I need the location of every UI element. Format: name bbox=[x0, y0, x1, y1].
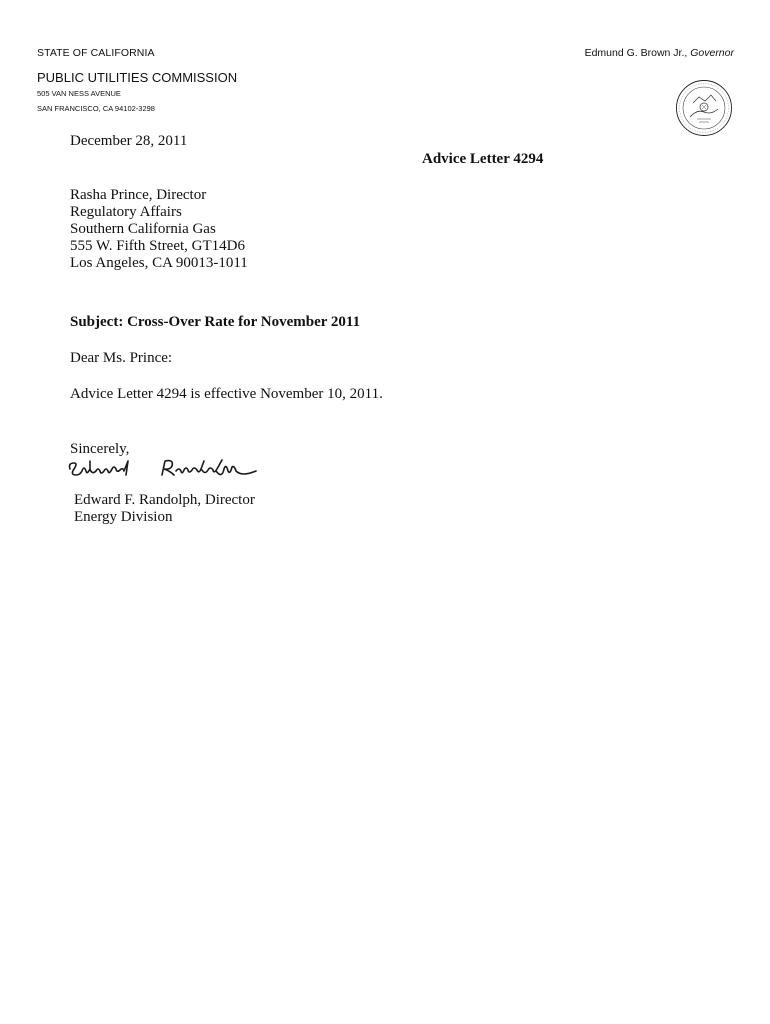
addressee-line: 555 W. Fifth Street, GT14D6 bbox=[70, 238, 245, 254]
addressee-block bbox=[70, 187, 248, 272]
closing: Sincerely, bbox=[70, 441, 130, 457]
signer-block bbox=[74, 492, 255, 526]
state-seal-icon bbox=[675, 79, 733, 137]
signer-name: Edward F. Randolph, Director bbox=[74, 492, 255, 508]
governor-title: Governor bbox=[690, 47, 734, 59]
advice-letter-reference: Advice Letter 4294 bbox=[422, 151, 544, 167]
addressee-line: Rasha Prince, Director bbox=[70, 187, 207, 203]
agency-address-line2: SAN FRANCISCO, CA 94102-3298 bbox=[37, 104, 155, 113]
letter-subject: Subject: Cross-Over Rate for November 2011 bbox=[70, 314, 361, 330]
addressee-line: Southern California Gas bbox=[70, 221, 216, 237]
governor-name: Edmund G. Brown Jr., bbox=[584, 47, 688, 59]
salutation: Dear Ms. Prince: bbox=[70, 350, 173, 366]
letter-date: December 28, 2011 bbox=[70, 133, 188, 149]
signer-division: Energy Division bbox=[74, 509, 173, 525]
addressee-line: Los Angeles, CA 90013-1011 bbox=[70, 255, 248, 271]
addressee-line: Regulatory Affairs bbox=[70, 204, 182, 220]
handwritten-signature bbox=[66, 457, 266, 485]
state-name: STATE OF CALIFORNIA bbox=[37, 47, 155, 59]
body-paragraph: Advice Letter 4294 is effective November 10, 2011. bbox=[70, 386, 383, 402]
agency-address-line1: 505 VAN NESS AVENUE bbox=[37, 89, 121, 98]
governor-line bbox=[585, 47, 734, 59]
agency-name: PUBLIC UTILITIES COMMISSION bbox=[37, 70, 238, 85]
